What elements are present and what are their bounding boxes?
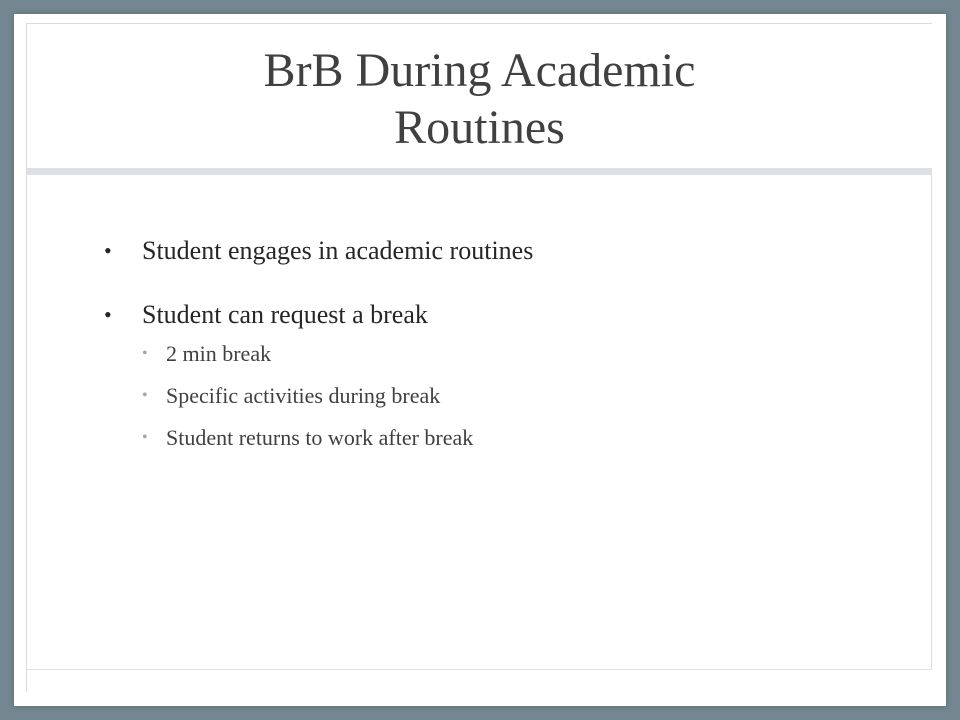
title-area	[27, 24, 932, 172]
bullet-dot-icon: •	[104, 302, 112, 327]
bullet-item	[104, 232, 884, 270]
slide-title	[27, 42, 932, 156]
bullet-dot-icon: •	[104, 238, 112, 263]
sub-bullet-text: 2 min break	[166, 341, 272, 366]
slide-title-line2: Routines	[394, 101, 565, 154]
slide-content	[104, 232, 884, 466]
sub-bullet-list	[142, 340, 884, 452]
bullet-list	[104, 232, 884, 452]
sub-bullet-text: Student returns to work after break	[166, 425, 474, 450]
sub-bullet-item	[142, 424, 884, 452]
title-divider	[27, 168, 932, 175]
sub-bullet-text: Specific activities during break	[166, 383, 441, 408]
sub-bullet-dot-icon: •	[142, 345, 148, 362]
footer-band	[27, 669, 932, 692]
bullet-text: Student engages in academic routines	[142, 236, 534, 265]
bullet-text: Student can request a break	[142, 300, 428, 329]
slide-title-line1: BrB During Academic	[263, 44, 696, 97]
sub-bullet-item	[142, 382, 884, 410]
sub-bullet-item	[142, 340, 884, 368]
bullet-item	[104, 296, 884, 452]
slide	[14, 14, 946, 706]
sub-bullet-dot-icon: •	[142, 429, 148, 446]
sub-bullet-dot-icon: •	[142, 387, 148, 404]
